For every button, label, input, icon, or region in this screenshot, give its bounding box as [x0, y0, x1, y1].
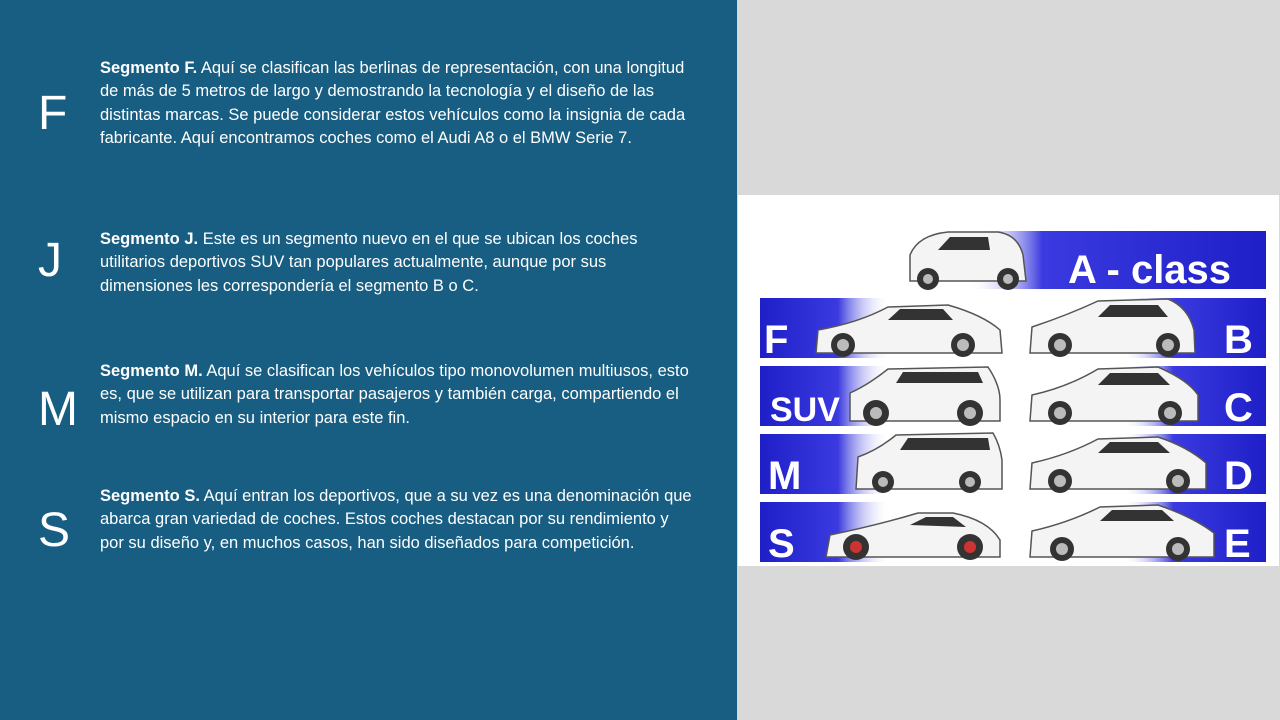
- segment-f-text: Aquí se clasifican las berlinas de representación, con una longitud de más de 5 metros de largo y demostrando la tecnología y el diseño de las distintas marcas. Se puede considerar estos vehículos como la insignia de cada fabricante. Aquí encontramos coches como el Audi A8 o el BMW Serie 7.: [100, 59, 686, 147]
- segment-s-title: Segmento S.: [100, 487, 200, 505]
- car-d-icon: [1030, 437, 1206, 493]
- segment-j-title: Segmento J.: [100, 230, 199, 248]
- segment-m-paragraph: [100, 360, 695, 430]
- car-segments-illustration: [738, 195, 1279, 566]
- segment-s-text: Aquí entran los deportivos, que a su vez es una denominación que abarca gran variedad de coches. Estos coches destacan por su rendimiento y por su diseño y, en muchos casos, han sido diseñados para competición.: [100, 487, 692, 552]
- segment-f-title: Segmento F.: [100, 59, 198, 77]
- band-label-e: E: [1224, 522, 1251, 566]
- car-a-class-icon: [910, 232, 1026, 290]
- car-segments-image: [738, 195, 1279, 566]
- band-label-c: C: [1224, 386, 1253, 430]
- segment-letter-j: J: [38, 234, 62, 287]
- segment-m-title: Segmento M.: [100, 362, 203, 380]
- segment-letter-s: S: [38, 504, 71, 557]
- band-label-f: F: [764, 318, 789, 362]
- segment-s-paragraph: [100, 485, 695, 555]
- car-c-icon: [1030, 367, 1198, 425]
- a-class-label: A - class: [1068, 248, 1232, 292]
- segment-letter-m: M: [38, 383, 78, 436]
- segment-j-text: Este es un segmento nuevo en el que se ubican los coches utilitarios deportivos SUV tan populares actualmente, aunque por sus dimensiones les correspondería el segmento B o C.: [100, 230, 638, 295]
- band-label-s: S: [768, 522, 795, 566]
- band-label-m: M: [768, 454, 802, 498]
- segment-letter-f: F: [38, 87, 68, 140]
- band-label-suv: SUV: [770, 391, 840, 429]
- band-label-d: D: [1224, 454, 1253, 498]
- segment-f-paragraph: [100, 57, 695, 150]
- band-label-b: B: [1224, 318, 1253, 362]
- car-b-icon: [1030, 299, 1195, 357]
- segment-j-paragraph: [100, 228, 695, 298]
- segment-m-text: Aquí se clasifican los vehículos tipo monovolumen multiusos, esto es, que se utilizan para transportar pasajeros y también carga, compartiendo el mismo espacio en su interior para este fin.: [100, 362, 689, 427]
